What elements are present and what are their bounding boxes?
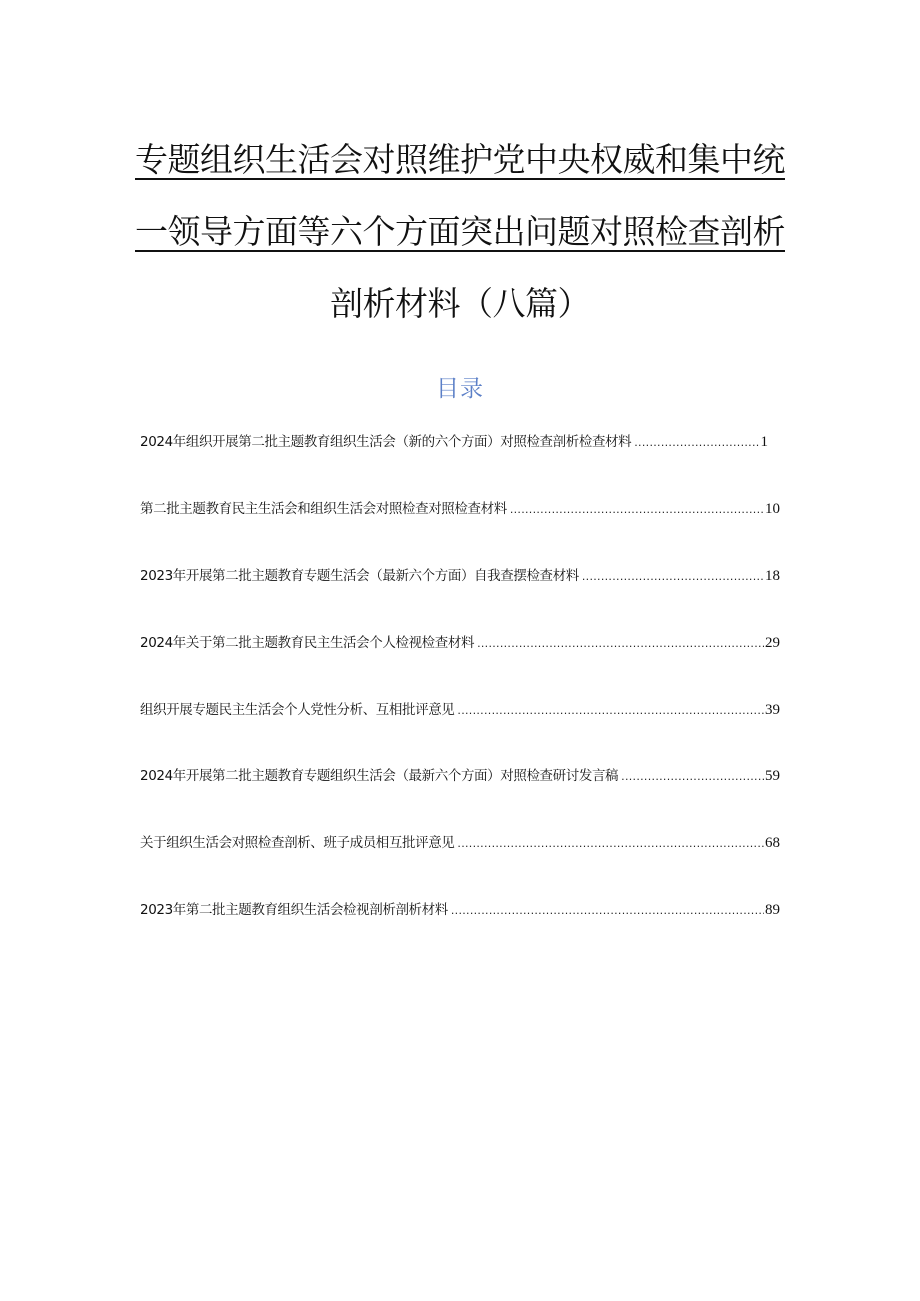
toc-entry-title: 2023年开展第二批主题教育专题生活会（最新六个方面）自我查摆检查材料 bbox=[140, 568, 579, 584]
document-title-line-2 bbox=[0, 209, 920, 255]
toc-entry-title: 2024年组织开展第二批主题教育组织生活会（新的六个方面）对照检查剖析检查材料 bbox=[140, 434, 632, 450]
toc-entry-title: 2024年关于第二批主题教育民主生活会个人检视检查材料 bbox=[140, 635, 475, 651]
toc-entry[interactable] bbox=[140, 699, 780, 721]
toc-leader-dots bbox=[451, 900, 764, 922]
toc-leader-dots bbox=[457, 700, 764, 722]
toc-entry[interactable] bbox=[140, 498, 780, 520]
title-text-2: 一领导方面等六个方面突出问题对照检查剖析 bbox=[135, 212, 785, 251]
title-text-3: 剖析材料（八篇） bbox=[330, 284, 590, 323]
toc-entry-page: 18 bbox=[765, 568, 780, 584]
document-title-line-1 bbox=[0, 137, 920, 183]
toc-leader-dots bbox=[510, 499, 764, 521]
toc-leader-dots bbox=[477, 633, 764, 655]
toc-entry-page: 29 bbox=[765, 635, 780, 651]
toc-entry-page: 68 bbox=[765, 835, 780, 851]
toc-entry-title: 组织开展专题民主生活会个人党性分析、互相批评意见 bbox=[140, 702, 455, 718]
toc-entry[interactable] bbox=[140, 899, 780, 921]
toc-entry-title: 2023年第二批主题教育组织生活会检视剖析剖析材料 bbox=[140, 902, 448, 918]
toc-entry-title: 第二批主题教育民主生活会和组织生活会对照检查对照检查材料 bbox=[140, 501, 507, 517]
toc-entry-title: 关于组织生活会对照检查剖析、班子成员相互批评意见 bbox=[140, 835, 455, 851]
toc-leader-dots bbox=[457, 833, 764, 855]
document-title-line-3 bbox=[0, 281, 920, 327]
toc-entry-page: 1 bbox=[760, 434, 768, 450]
toc-entry[interactable] bbox=[140, 565, 780, 587]
toc-leader-dots bbox=[621, 766, 764, 788]
toc-entry[interactable] bbox=[140, 431, 768, 453]
toc-entry-page: 59 bbox=[765, 768, 780, 784]
toc-entry[interactable] bbox=[140, 832, 780, 854]
toc-leader-dots bbox=[582, 566, 764, 588]
title-text-1: 专题组织生活会对照维护党中央权威和集中统 bbox=[135, 140, 785, 179]
toc-entry-title: 2024年开展第二批主题教育专题组织生活会（最新六个方面）对照检查研讨发言稿 bbox=[140, 768, 619, 784]
toc-entry[interactable] bbox=[140, 632, 780, 654]
toc-leader-dots bbox=[634, 432, 759, 454]
toc-entry[interactable] bbox=[140, 765, 780, 787]
toc-heading: 目录 bbox=[436, 376, 484, 402]
toc-entry-page: 39 bbox=[765, 702, 780, 718]
toc-entry-page: 89 bbox=[765, 902, 780, 918]
toc-entry-page: 10 bbox=[765, 501, 780, 517]
